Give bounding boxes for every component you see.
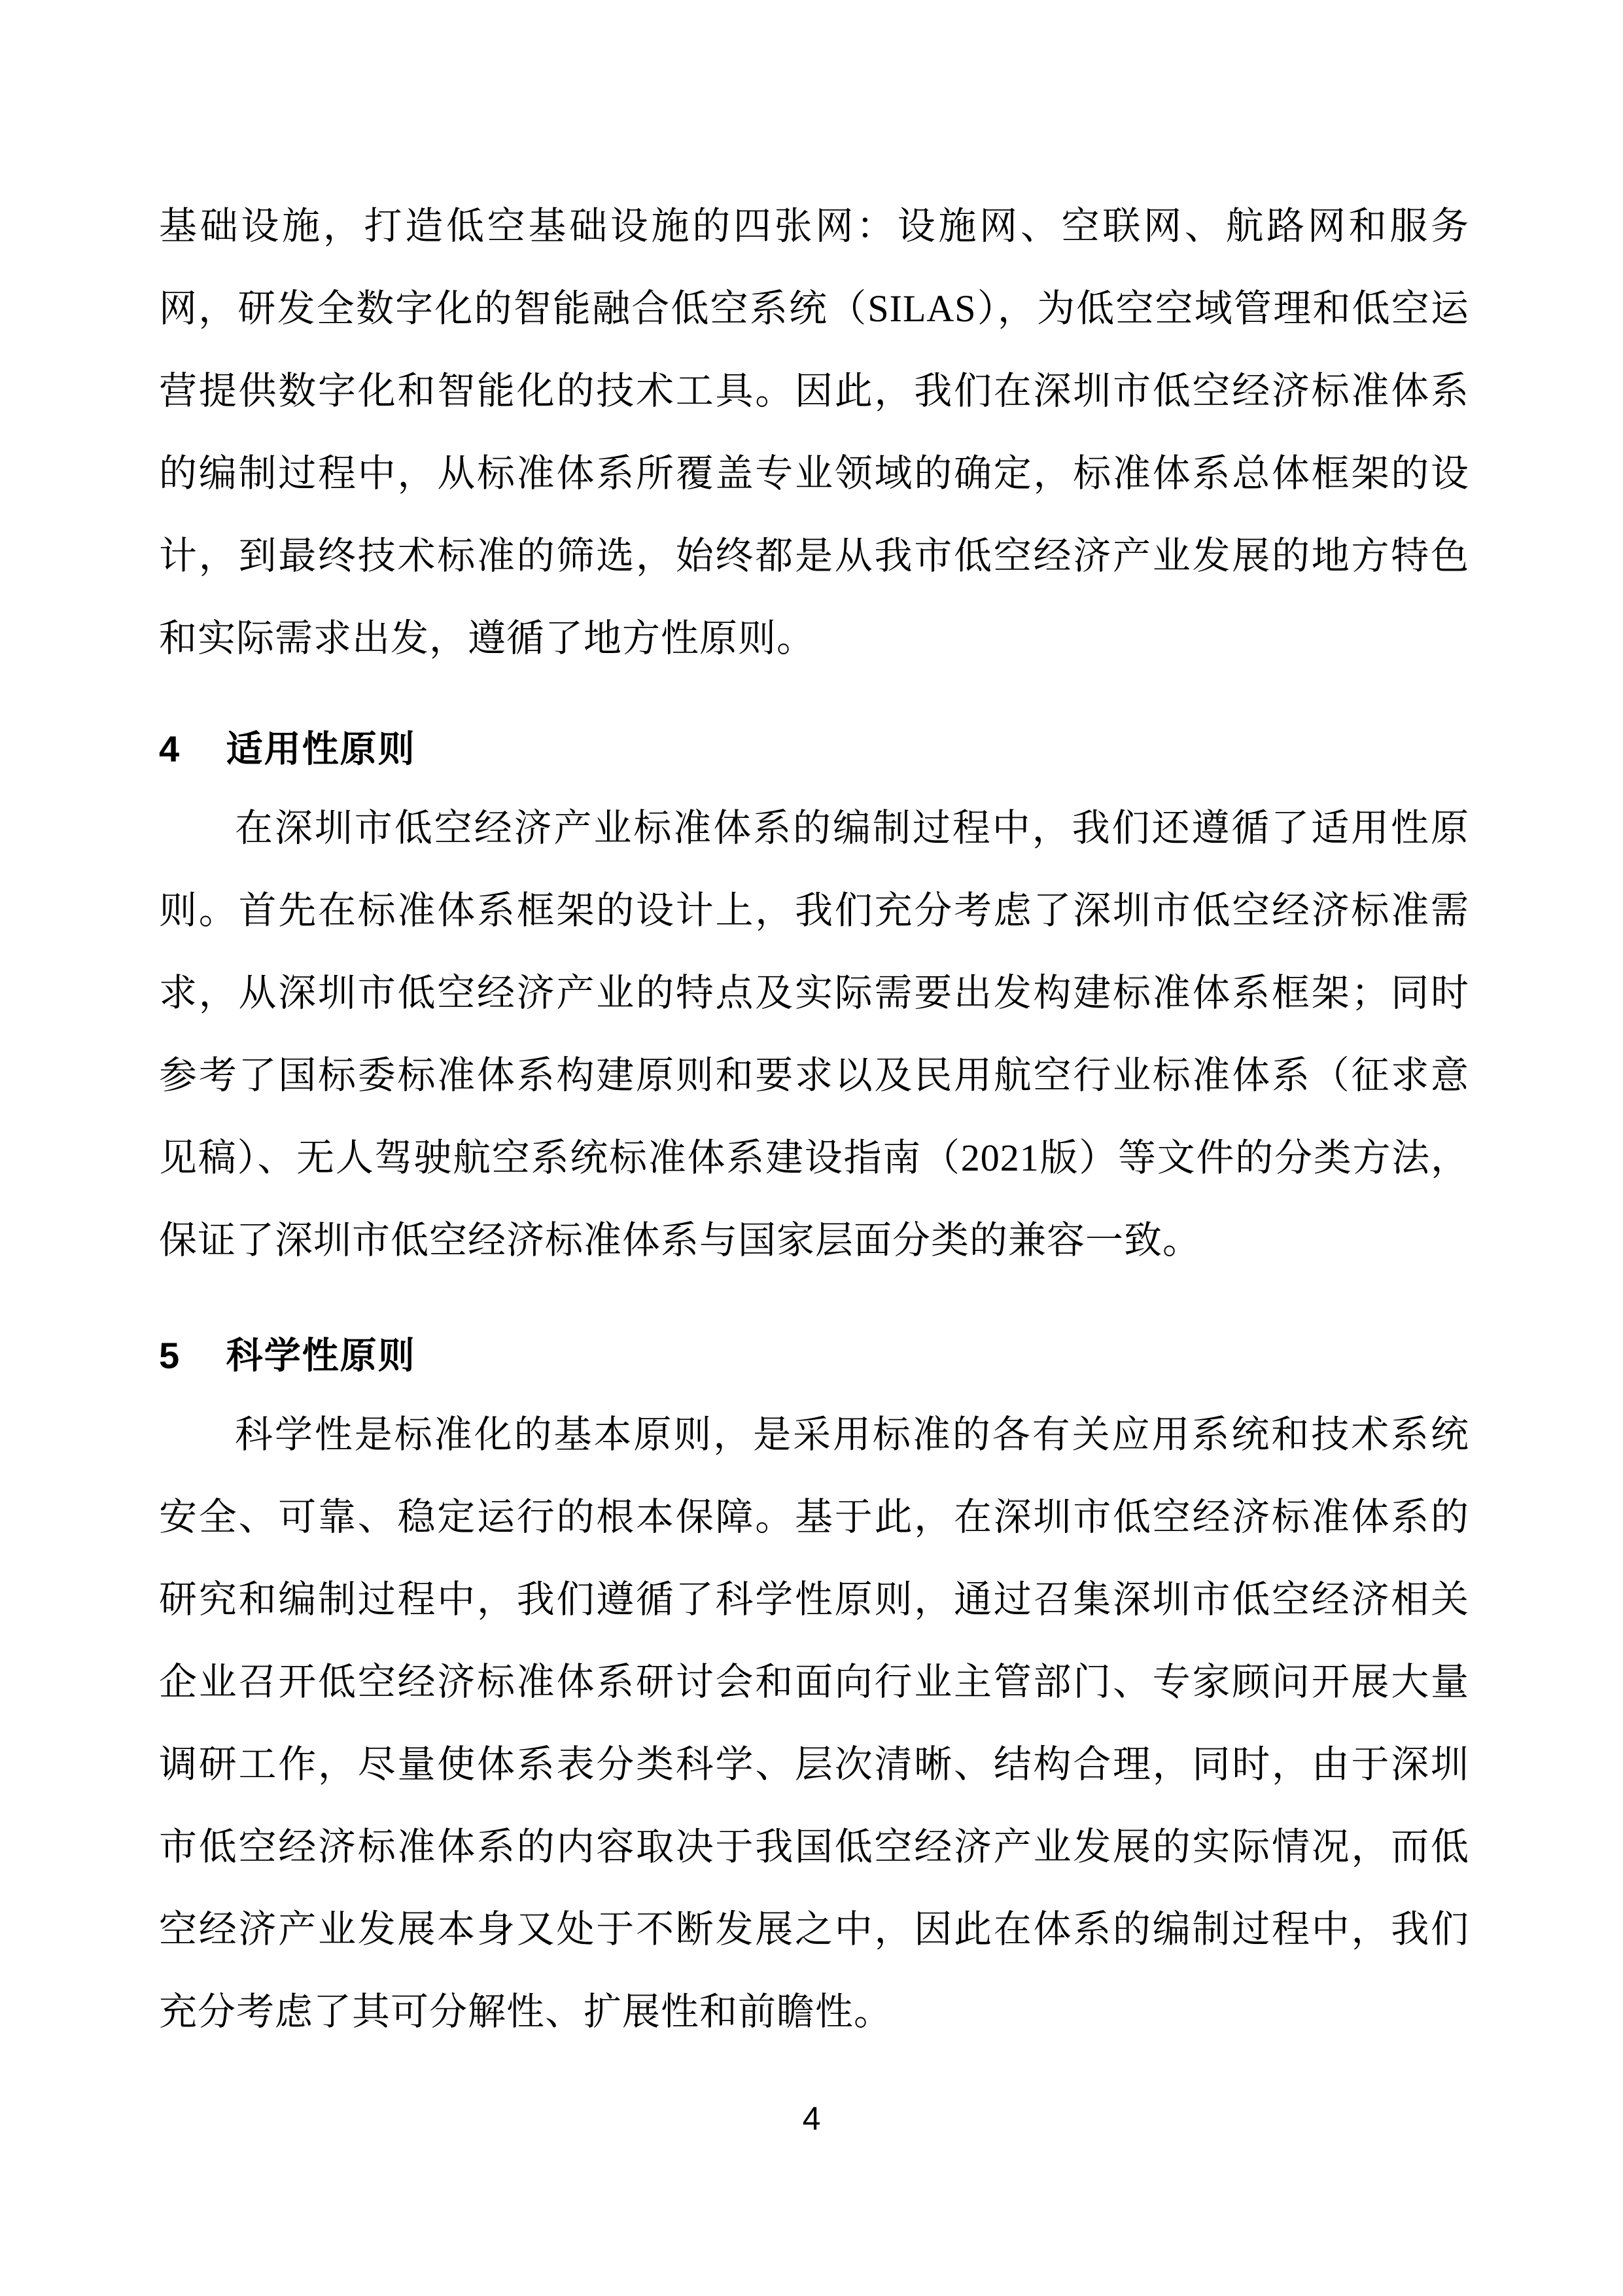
section-4-paragraph: 在深圳市低空经济产业标准体系的编制过程中，我们还遵循了适用性原则。首先在标准体系框架的设计上，我们充分考虑了深圳市低空经济标准需求，从深圳市低空经济产业的特点及实际需要出发构建标准体系框架；同时参考了国标委标准体系构建原则和要求以及民用航空行业标准体系（征求意见稿）、无人驾驶航空系统标准体系建设指南（2021版）等文件的分类方法，保证了深圳市低空经济标准体系与国家层面分类的兼容一致。 [159, 807, 1469, 1262]
section-4-heading [159, 708, 1469, 790]
section-5-title: 科学性原则 [226, 1335, 416, 1376]
paragraph-continuation: 基础设施，打造低空基础设施的四张网：设施网、空联网、航路网和服务网，研发全数字化的智能融合低空系统（SILAS），为低空空域管理和低空运营提供数字化和智能化的技术工具。因此，我们在深圳市低空经济标准体系的编制过程中，从标准体系所覆盖专业领域的确定，标准体系总体框架的设计，到最终技术标准的筛选，始终都是从我市低空经济产业发展的地方特色和实际需求出发，遵循了地方性原则。 [159, 205, 1469, 660]
section-4-number: 4 [159, 728, 180, 769]
section-5-heading [159, 1315, 1469, 1397]
page-number: 4 [802, 2100, 821, 2137]
section-5-paragraph: 科学性是标准化的基本原则，是采用标准的各有关应用系统和技术系统安全、可靠、稳定运行的根本保障。基于此，在深圳市低空经济标准体系的研究和编制过程中，我们遵循了科学性原则，通过召集深圳市低空经济相关企业召开低空经济标准体系研讨会和面向行业主管部门、专家顾问开展大量调研工作，尽量使体系表分类科学、层次清晰、结构合理，同时，由于深圳市低空经济标准体系的内容取决于我国低空经济产业发展的实际情况，而低空经济产业发展本身又处于不断发展之中，因此在体系的编制过程中，我们充分考虑了其可分解性、扩展性和前瞻性。 [159, 1413, 1469, 2033]
section-4-title: 适用性原则 [226, 728, 416, 769]
section-5-number: 5 [159, 1335, 180, 1376]
